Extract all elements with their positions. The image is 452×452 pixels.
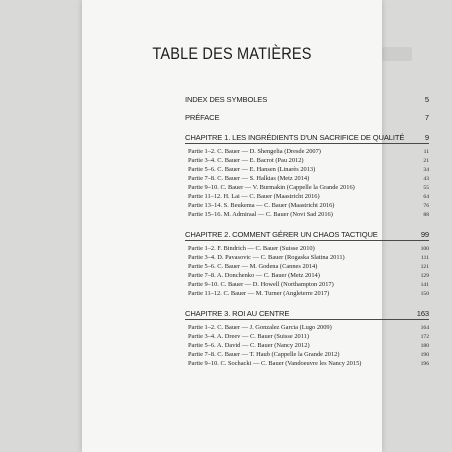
part-page: 121 bbox=[420, 264, 429, 270]
toc-part bbox=[185, 147, 429, 156]
entry-label: PRÉFACE bbox=[185, 113, 220, 122]
part-label: Partie 7–8. C. Bauer — T. Haub (Cappelle la Grande 2012) bbox=[188, 351, 340, 358]
toc-part bbox=[185, 183, 429, 192]
toc-part bbox=[185, 359, 429, 368]
part-label: Partie 11–12. C. Bauer — M. Turner (Angleterre 2017) bbox=[188, 290, 330, 297]
toc-part bbox=[185, 165, 429, 174]
toc-part bbox=[185, 192, 429, 201]
toc-part bbox=[185, 253, 429, 262]
part-label: Partie 1–2. F. Bindrich — C. Bauer (Suisse 2010) bbox=[188, 245, 315, 252]
toc-part bbox=[185, 156, 429, 165]
part-page: 141 bbox=[420, 282, 429, 288]
part-page: 64 bbox=[423, 194, 429, 200]
toc-entry-preface bbox=[185, 113, 429, 122]
toc-part bbox=[185, 323, 429, 332]
part-page: 55 bbox=[423, 185, 429, 191]
chapter-2-heading bbox=[185, 230, 429, 241]
part-page: 34 bbox=[423, 167, 429, 173]
part-page: 164 bbox=[420, 325, 429, 331]
bleed-through-mark bbox=[382, 47, 412, 61]
toc-part bbox=[185, 350, 429, 359]
chapter-title: CHAPITRE 3. ROI AU CENTRE bbox=[185, 309, 290, 318]
toc-part bbox=[185, 210, 429, 219]
part-label: Partie 3–4. D. Pavasovic — C. Bauer (Rogaska Slatina 2011) bbox=[188, 254, 345, 261]
chapter-page: 99 bbox=[420, 230, 429, 239]
entry-label: INDEX DES SYMBOLES bbox=[185, 95, 268, 104]
part-label: Partie 7–8. A. Donchenko — C. Bauer (Metz 2014) bbox=[188, 272, 320, 279]
part-label: Partie 1–2. C. Bauer — D. Shengelia (Dresde 2007) bbox=[188, 148, 321, 155]
part-label: Partie 11–12. H. Lai — C. Bauer (Maastricht 2016) bbox=[188, 193, 320, 200]
part-label: Partie 5–6. C. Bauer — E. Hansen (Linarès 2013) bbox=[188, 166, 316, 173]
part-label: Partie 9–10. C. Bauer — D. Howell (Northampton 2017) bbox=[188, 281, 334, 288]
part-page: 129 bbox=[420, 273, 429, 279]
toc-part bbox=[185, 244, 429, 253]
part-page: 172 bbox=[420, 334, 429, 340]
part-page: 196 bbox=[420, 361, 429, 367]
part-page: 11 bbox=[423, 149, 429, 155]
toc-part bbox=[185, 271, 429, 280]
part-label: Partie 9–10. C. Sochacki — C. Bauer (Vandoeuvre les Nancy 2015) bbox=[188, 360, 362, 367]
part-label: Partie 13–14. S. Beukema — C. Bauer (Maastricht 2016) bbox=[188, 202, 335, 209]
part-label: Partie 5–6. C. Bauer — M. Godena (Cannes 2014) bbox=[188, 263, 318, 270]
part-page: 43 bbox=[423, 176, 429, 182]
table-of-contents bbox=[185, 95, 429, 368]
chapter-1-heading bbox=[185, 133, 429, 144]
chapter-title: CHAPITRE 2. COMMENT GÉRER UN CHAOS TACTIQUE bbox=[185, 230, 378, 239]
toc-entry-index bbox=[185, 95, 429, 104]
part-page: 190 bbox=[420, 352, 429, 358]
toc-part bbox=[185, 289, 429, 298]
part-page: 100 bbox=[420, 246, 429, 252]
toc-part bbox=[185, 341, 429, 350]
book-page bbox=[82, 0, 429, 452]
part-page: 150 bbox=[420, 291, 429, 297]
toc-part bbox=[185, 262, 429, 271]
entry-page: 5 bbox=[424, 95, 429, 104]
chapter-page: 9 bbox=[424, 133, 429, 142]
chapter-title: CHAPITRE 1. LES INGRÉDIENTS D'UN SACRIFICE DE QUALITÉ bbox=[185, 133, 405, 142]
part-label: Partie 5–6. A. David — C. Bauer (Nancy 2012) bbox=[188, 342, 310, 349]
page-title: TABLE DES MATIÈRES bbox=[152, 45, 312, 63]
part-label: Partie 1–2. C. Bauer — J. Gonzalez Garcia (Lugo 2009) bbox=[188, 324, 332, 331]
part-label: Partie 15–16. M. Admiraal — C. Bauer (Novi Sad 2016) bbox=[188, 211, 333, 218]
chapter-3-heading bbox=[185, 309, 429, 320]
entry-page: 7 bbox=[424, 113, 429, 122]
part-label: Partie 3–4. A. Dreev — C. Bauer (Suisse 2011) bbox=[188, 333, 309, 340]
part-label: Partie 9–10. C. Bauer — V. Burmakin (Cappelle la Grande 2016) bbox=[188, 184, 355, 191]
chapter-page: 163 bbox=[416, 309, 429, 318]
part-page: 21 bbox=[423, 158, 429, 164]
part-page: 180 bbox=[420, 343, 429, 349]
part-label: Partie 3–4. C. Bauer — E. Bacrot (Pau 2012) bbox=[188, 157, 304, 164]
toc-part bbox=[185, 280, 429, 289]
part-page: 111 bbox=[421, 255, 429, 261]
toc-part bbox=[185, 201, 429, 210]
part-page: 88 bbox=[423, 212, 429, 218]
toc-part bbox=[185, 174, 429, 183]
part-label: Partie 7–8. C. Bauer — S. Halkias (Metz 2014) bbox=[188, 175, 310, 182]
part-page: 76 bbox=[423, 203, 429, 209]
toc-part bbox=[185, 332, 429, 341]
